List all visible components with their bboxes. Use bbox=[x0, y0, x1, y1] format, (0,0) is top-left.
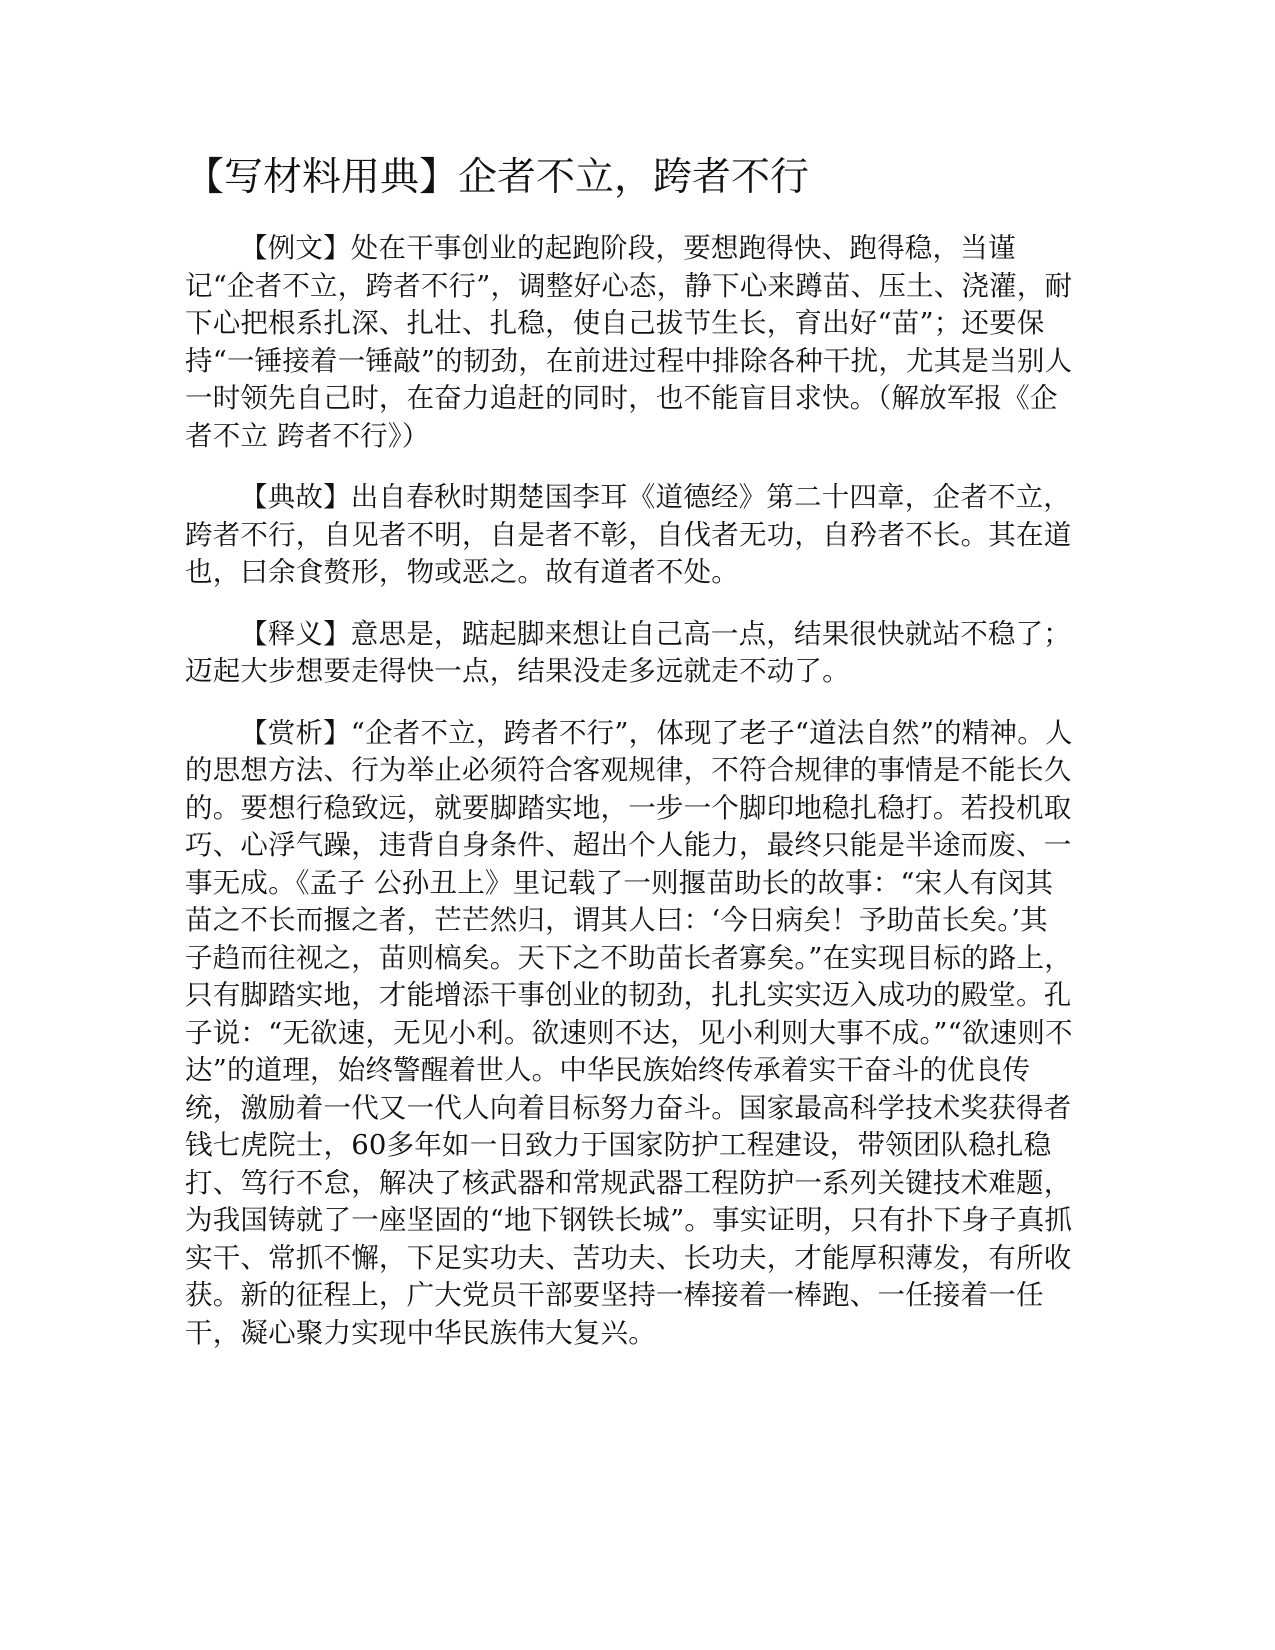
paragraph-meaning: 【释义】意思是，踮起脚来想让自己高一点，结果很快就站不稳了；迈起大步想要走得快一点，结果没走多远就走不动了。 bbox=[185, 617, 1071, 687]
paragraph-allusion: 【典故】出自春秋时期楚国李耳《道德经》第二十四章，企者不立，跨者不行，自见者不明，自是者不彰，自伐者无功，自矜者不长。其在道也，曰余食赘形，物或恶之。故有道者不处。 bbox=[185, 481, 1072, 588]
document-title: 【写材料用典】企者不立，跨者不行 bbox=[185, 155, 810, 200]
document-page bbox=[185, 150, 1075, 1376]
paragraph-example: 【例文】处在干事创业的起跑阶段，要想跑得快、跑得稳，当谨记“企者不立，跨者不行”，调整好心态，静下心来蹲苗、压土、浇灌，耐下心把根系扎深、扎壮、扎稳，使自己拔节生长，育出好“苗”；还要保持“一锤接着一锤敲”的韧劲，在前进过程中排除各种干扰，尤其是当别人一时领先自己时，在奋力追赶的同时，也不能盲目求快。（解放军报《企者不立 跨者不行》） bbox=[185, 232, 1073, 452]
paragraph-appreciation: 【赏析】“企者不立，跨者不行”，体现了老子“道法自然”的精神。人的思想方法、行为举止必须符合客观规律，不符合规律的事情是不能长久的。要想行稳致远，就要脚踏实地，一步一个脚印地稳扎稳打。若投机取巧、心浮气躁，违背自身条件、超出个人能力，最终只能是半途而废、一事无成。《孟子 公孙丑上》里记载了一则揠苗助长的故事：“宋人有闵其苗之不长而揠之者，芒芒然归，谓其人曰：‘今日病矣！予助苗长矣。’其子趋而往视之，苗则槁矣。天下之不助苗长者寡矣。”在实现目标的路上，只有脚踏实地，才能增添干事创业的韧劲，扎扎实实迈入成功的殿堂。孔子说：“无欲速，无见小利。欲速则不达，见小利则大事不成。”“欲速则不达”的道理，始终警醒着世人。中华民族始终传承着实干奋斗的优良传统，激励着一代又一代人向着目标努力奋斗。国家最高科学技术奖获得者钱七虎院士，60多年如一日致力于国家防护工程建设，带领团队稳扎稳打、笃行不怠，解决了核武器和常规武器工程防护一系列关键技术难题，为我国铸就了一座坚固的“地下钢铁长城”。事实证明，只有扑下身子真抓实干、常抓不懈，下足实功夫、苦功夫、长功夫，才能厚积薄发，有所收获。新的征程上，广大党员干部要坚持一棒接着一棒跑、一任接着一任干，凝心聚力实现中华民族伟大复兴。 bbox=[185, 716, 1073, 1349]
